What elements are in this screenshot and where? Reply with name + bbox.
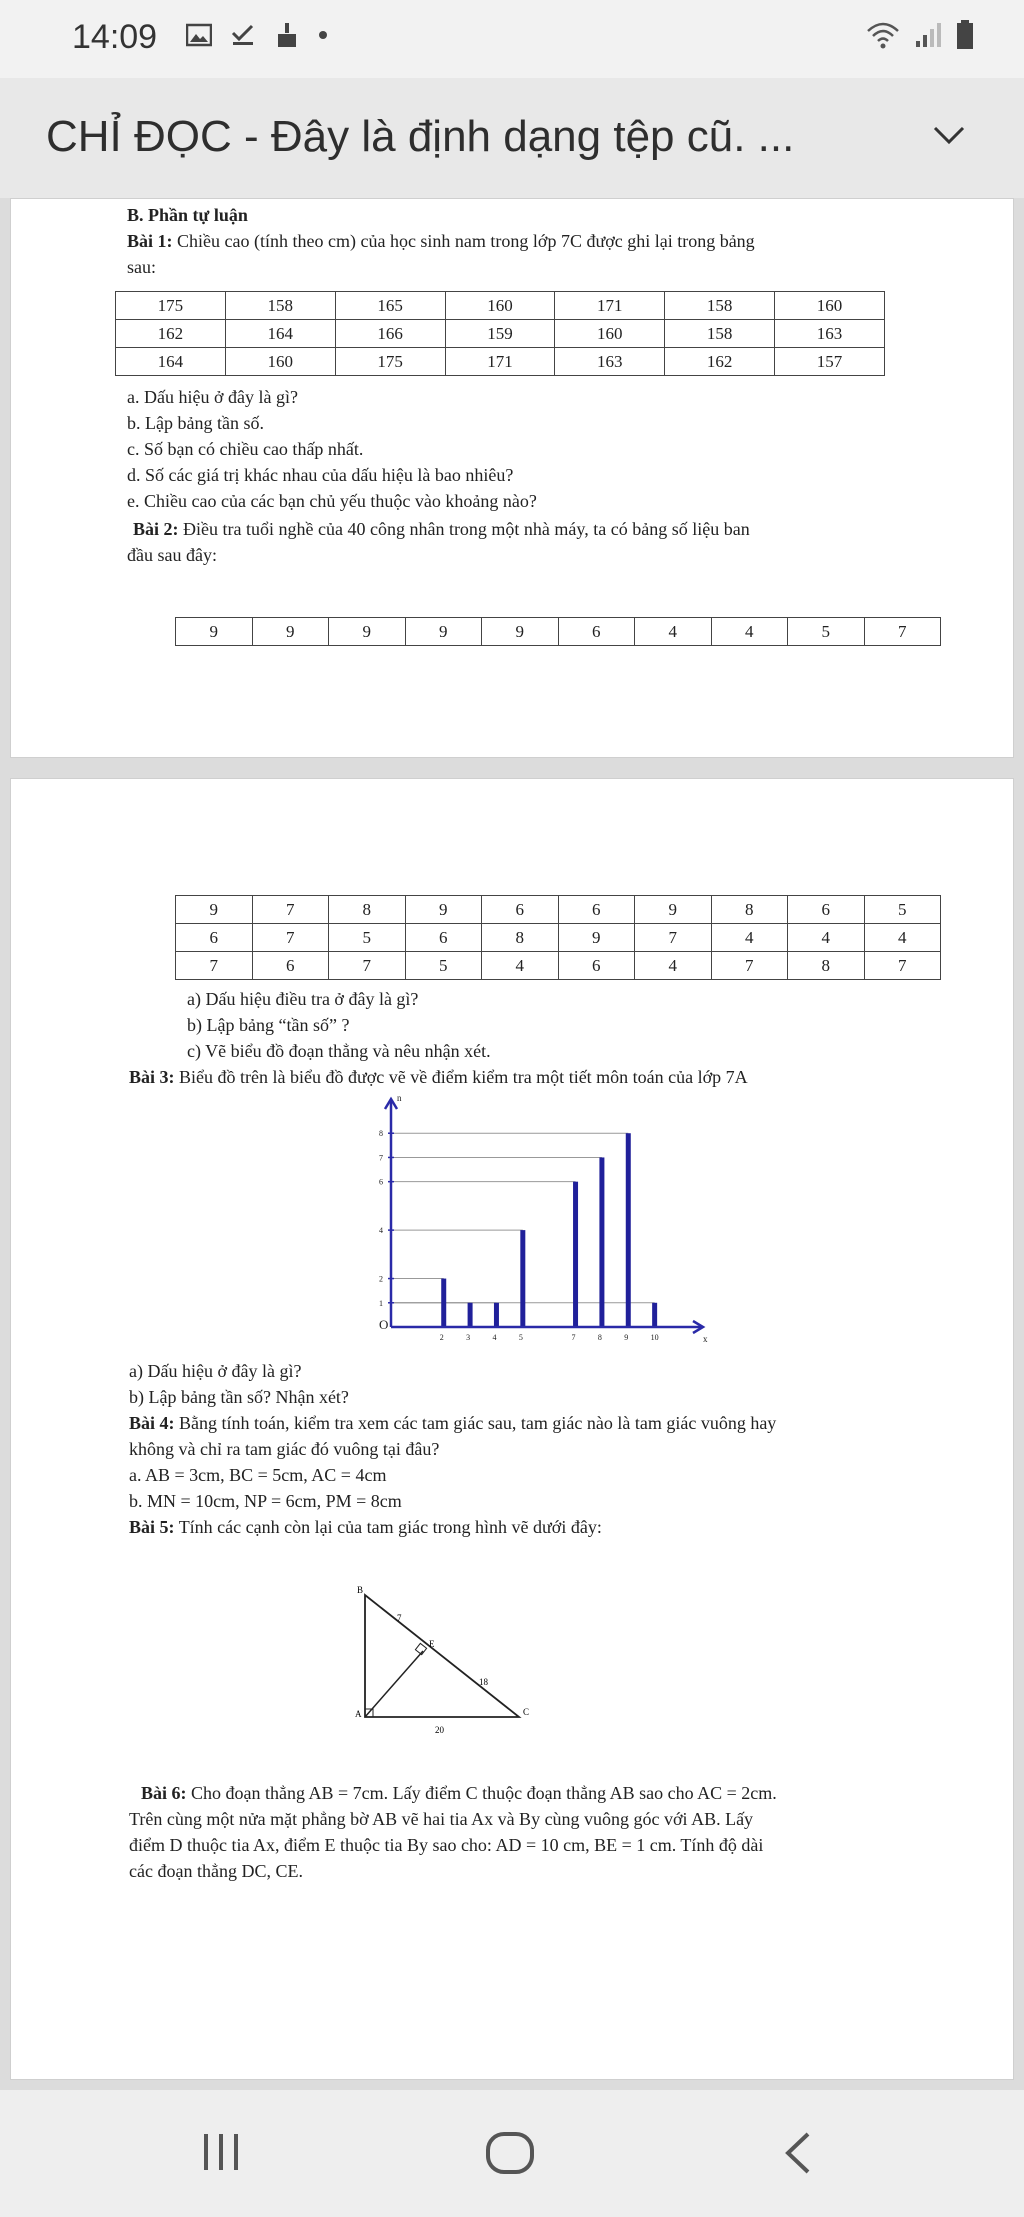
table-row [116,292,885,320]
table-cell: 4 [864,924,941,952]
bai3-text [129,1065,748,1089]
table-row [176,952,941,980]
dot-icon [318,30,328,40]
system-nav-bar [0,2090,1024,2217]
bai6-line: điểm D thuộc tia Ax, điểm E thuộc tia By sao cho: AD = 10 cm, BE = 1 cm. Tính độ dài [129,1835,764,1855]
chart-bar [599,1157,604,1327]
bai6-line: các đoạn thẳng DC, CE. [129,1861,303,1881]
bai3-body: Biểu đồ trên là biểu đồ được vẽ về điểm kiểm tra một tiết môn toán của lớp 7A [174,1067,748,1087]
chart-bar [626,1133,631,1327]
altitude-ae [365,1651,423,1717]
chart-bar [494,1303,499,1327]
table-cell: 9 [405,618,482,646]
vertex-label-e: E [429,1639,435,1649]
table-cell: 9 [482,618,559,646]
triangle-diagram [341,1583,541,1743]
table-cell: 160 [775,292,885,320]
bai1-text [127,229,755,253]
table-cell: 6 [558,952,635,980]
table-cell: 163 [775,320,885,348]
table-cell: 8 [329,896,406,924]
section-heading: B. Phần tự luận [127,205,248,225]
bai6-text [141,1781,777,1805]
document-page-1[interactable] [10,198,1014,758]
segment-label-ec: 18 [479,1677,488,1687]
bai6-body: Cho đoạn thẳng AB = 7cm. Lấy điểm C thuộc đoạn thẳng AB sao cho AC = 2cm. [186,1783,777,1803]
table-cell: 162 [665,348,775,376]
x-tick-label: 8 [597,1333,602,1342]
segment-label-ac: 20 [435,1725,444,1735]
table-cell: 7 [176,952,253,980]
table-cell: 6 [788,896,865,924]
y-tick-label: 8 [379,1129,383,1139]
table-cell: 175 [335,348,445,376]
table-cell: 158 [225,292,335,320]
bai1-body: Chiều cao (tính theo cm) của học sinh nam trong lớp 7C được ghi lại trong bảng [172,231,755,251]
bai6-label: Bài 6: [141,1783,187,1803]
table-cell: 6 [252,952,329,980]
table-row [176,896,941,924]
x-tick-label: 7 [571,1333,576,1342]
table-cell: 171 [555,292,665,320]
battery-icon [956,20,974,50]
table-cell: 6 [558,618,635,646]
triangle-abc [365,1595,519,1717]
vertex-label-c: C [523,1707,530,1717]
wifi-icon [866,21,900,49]
segment-label-be: 7 [397,1613,402,1623]
bai2-text2: đầu sau đây: [127,545,217,565]
table-cell: 4 [635,952,712,980]
download-done-icon [230,23,256,47]
document-page-2[interactable] [10,778,1014,2080]
bai1-question: d. Số các giá trị khác nhau của dấu hiệu là bao nhiêu? [127,465,514,485]
table-cell: 4 [711,618,788,646]
table-cell: 171 [445,348,555,376]
origin-label: O [379,1317,389,1332]
vertex-label-a: A [355,1709,362,1719]
x-tick-label: 4 [492,1333,497,1342]
bai4-body: Bằng tính toán, kiểm tra xem các tam giác sau, tam giác nào là tam giác vuông hay [174,1413,777,1433]
table-cell: 160 [445,292,555,320]
chart-bar [520,1230,525,1327]
gallery-icon [186,23,212,47]
table-row [116,348,885,376]
table-cell: 160 [555,320,665,348]
work-age-row-table [175,617,941,646]
table-cell: 162 [116,320,226,348]
chart-bar [652,1303,657,1327]
document-toolbar [0,78,1024,198]
read-only-banner-title: CHỈ ĐỌC - Đây là định dạng tệp cũ. ... [46,112,795,161]
bai4-item: a. AB = 3cm, BC = 5cm, AC = 4cm [129,1465,387,1485]
table-cell: 4 [711,924,788,952]
table-cell: 7 [635,924,712,952]
table-cell: 9 [405,896,482,924]
table-cell: 6 [558,896,635,924]
table-cell: 6 [176,924,253,952]
x-axis-label: x [703,1334,708,1344]
bai6-line: Trên cùng một nửa mặt phẳng bờ AB vẽ hai tia Ax và By cùng vuông góc với AB. Lấy [129,1809,754,1829]
table-cell: 7 [864,618,941,646]
y-tick-label: 2 [379,1274,383,1284]
bai4-text2: không và chỉ ra tam giác đó vuông tại đâu? [129,1439,440,1459]
table-cell: 5 [788,618,865,646]
table-cell: 164 [225,320,335,348]
work-age-table [175,895,941,980]
x-tick-label: 9 [624,1333,629,1342]
table-cell: 6 [482,896,559,924]
home-icon[interactable] [484,2130,536,2176]
table-cell: 8 [482,924,559,952]
table-cell: 163 [555,348,665,376]
bai3-label: Bài 3: [129,1067,175,1087]
table-cell: 5 [864,896,941,924]
y-axis-label: n [397,1093,402,1103]
score-bar-chart [341,1089,721,1359]
x-tick-label: 3 [466,1333,471,1342]
bai4-label: Bài 4: [129,1413,175,1433]
x-tick-label: 2 [439,1333,444,1342]
y-tick-label: 7 [379,1153,383,1163]
table-cell: 175 [116,292,226,320]
table-cell: 158 [665,292,775,320]
table-cell: 160 [225,348,335,376]
signal-icon [914,21,942,49]
table-cell: 165 [335,292,445,320]
recent-apps-icon[interactable] [196,2130,246,2174]
chart-bar [441,1279,446,1327]
table-cell: 166 [335,320,445,348]
table-cell: 5 [329,924,406,952]
table-cell: 9 [329,618,406,646]
status-time: 14:09 [72,18,158,56]
bai2-question: c) Vẽ biểu đồ đoạn thẳng và nêu nhận xét. [187,1041,491,1061]
y-tick-label: 6 [379,1177,383,1187]
table-cell: 164 [116,348,226,376]
table-cell: 9 [252,618,329,646]
x-tick-label: 10 [650,1333,659,1342]
table-cell: 9 [176,896,253,924]
table-cell: 7 [252,896,329,924]
bai1-label: Bài 1: [127,231,173,251]
table-cell: 8 [788,952,865,980]
bai3-question: a) Dấu hiệu ở đây là gì? [129,1361,302,1381]
bai2-text [133,517,750,541]
bai1-question: e. Chiều cao của các bạn chủ yếu thuộc vào khoảng nào? [127,491,537,511]
bai4-item: b. MN = 10cm, NP = 6cm, PM = 8cm [129,1491,402,1511]
height-table [115,291,885,376]
table-cell: 4 [482,952,559,980]
bai5-text [129,1515,602,1539]
table-cell: 5 [405,952,482,980]
table-row [116,320,885,348]
bai5-label: Bài 5: [129,1517,175,1537]
table-cell: 158 [665,320,775,348]
y-tick-label: 4 [379,1226,383,1236]
table-cell: 8 [711,896,788,924]
table-row [176,618,941,646]
bai4-text [129,1411,776,1435]
table-cell: 4 [788,924,865,952]
table-cell: 9 [558,924,635,952]
chart-bar [573,1182,578,1327]
table-cell: 157 [775,348,885,376]
table-cell: 7 [711,952,788,980]
y-tick-label: 1 [379,1298,383,1308]
table-cell: 7 [329,952,406,980]
chevron-down-icon[interactable] [932,124,966,146]
table-cell: 6 [405,924,482,952]
bai1-text2: sau: [127,257,156,277]
bai3-question: b) Lập bảng tần số? Nhận xét? [129,1387,349,1407]
table-cell: 9 [176,618,253,646]
table-cell: 4 [635,618,712,646]
bai2-question: b) Lập bảng “tần số” ? [187,1015,350,1035]
bai5-body: Tính các cạnh còn lại của tam giác trong hình vẽ dưới đây: [174,1517,602,1537]
table-cell: 159 [445,320,555,348]
bai1-question: c. Số bạn có chiều cao thấp nhất. [127,439,364,459]
table-cell: 9 [635,896,712,924]
table-row [176,924,941,952]
table-cell: 7 [864,952,941,980]
bai2-question: a) Dấu hiệu điều tra ở đây là gì? [187,989,419,1009]
x-tick-label: 5 [518,1333,523,1342]
bai2-body: Điều tra tuổi nghề của 40 công nhân trong một nhà máy, ta có bảng số liệu ban [178,519,750,539]
status-bar [0,0,1024,78]
back-icon[interactable] [780,2130,816,2176]
bai2-label: Bài 2: [133,519,179,539]
bai1-question: b. Lập bảng tần số. [127,413,264,433]
bai1-question: a. Dấu hiệu ở đây là gì? [127,387,298,407]
table-cell: 7 [252,924,329,952]
cleaner-icon [274,22,300,48]
vertex-label-b: B [357,1585,364,1595]
chart-bar [468,1303,473,1327]
